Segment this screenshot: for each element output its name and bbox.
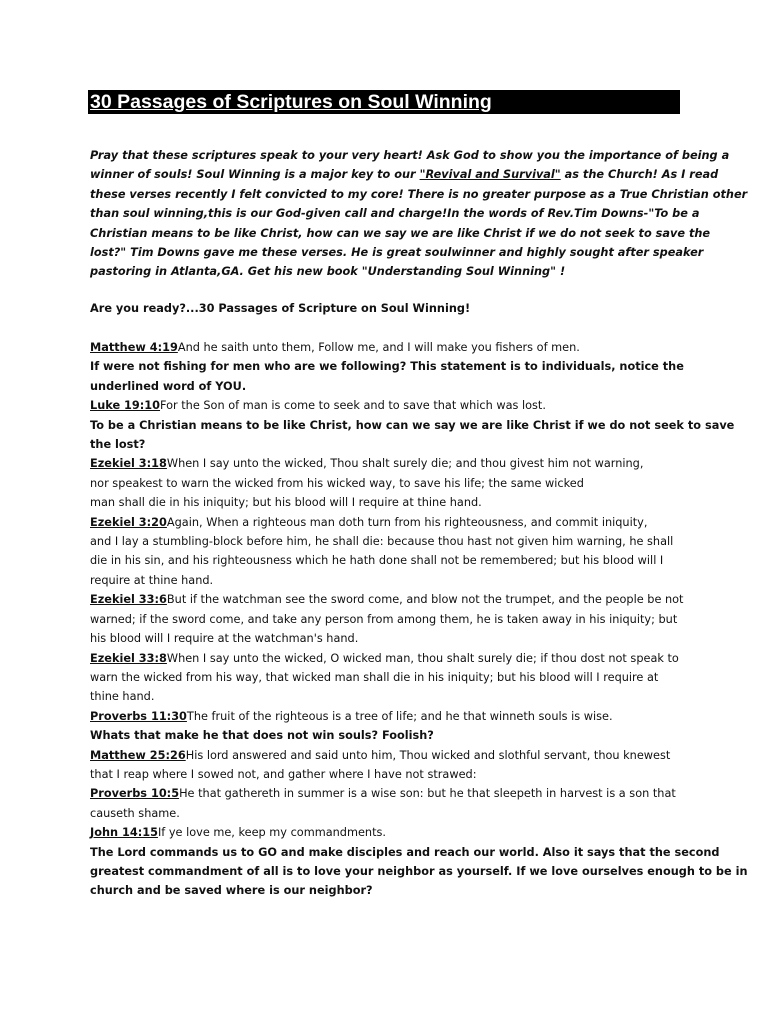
scripture-reference: Matthew 25:26 bbox=[90, 748, 186, 762]
scripture-text-line: causeth shame. bbox=[90, 806, 180, 820]
intro-line: than soul winning,this is our God-given call and charge!In the words of Rev.Tim Downs-"To be a bbox=[90, 207, 700, 221]
scripture-text: For the Son of man is come to seek and to save that which was lost. bbox=[160, 399, 546, 413]
page-title: 30 Passages of Scriptures on Soul Winning bbox=[90, 91, 492, 113]
scripture-reference: Ezekiel 33:8 bbox=[90, 651, 167, 665]
scripture-text-line: require at thine hand. bbox=[90, 573, 214, 587]
intro-line: lost?" Tim Downs gave me these verses. He is great soulwinner and highly sought after speaker bbox=[90, 246, 704, 260]
title-bar bbox=[88, 90, 680, 114]
scripture-reference: Ezekiel 33:6 bbox=[90, 593, 167, 607]
scripture-text: When I say unto the wicked, O wicked man, thou shalt surely die; if thou dost not speak to bbox=[166, 651, 679, 665]
passage-line bbox=[90, 823, 690, 842]
commentary-line: The Lord commands us to GO and make disciples and reach our world. Also it says that the second bbox=[90, 845, 720, 859]
intro-text: as the Church! As I read bbox=[560, 168, 719, 182]
commentary-line: To be a Christian means to be like Christ, how can we say we are like Christ if we do not seek to save bbox=[90, 418, 735, 432]
passage-line bbox=[90, 396, 690, 415]
scripture-text: Again, When a righteous man doth turn from his righteousness, and commit iniquity, bbox=[166, 515, 648, 529]
scripture-reference: Ezekiel 3:20 bbox=[90, 515, 167, 529]
scripture-text: But if the watchman see the sword come, and blow not the trumpet, and the people be not bbox=[166, 593, 684, 607]
scripture-text-line: that I reap where I sowed not, and gather where I have not strawed: bbox=[90, 767, 477, 781]
scripture-reference: Luke 19:10 bbox=[90, 399, 161, 413]
scripture-text-line: warn the wicked from his way, that wicked man shall die in his iniquity; but his blood will I require at bbox=[90, 670, 659, 684]
scripture-reference: Proverbs 11:30 bbox=[90, 709, 187, 723]
commentary-line: the lost? bbox=[90, 438, 146, 452]
scripture-text-line: nor speakest to warn the wicked from his wicked way, to save his life; the same wicked bbox=[90, 476, 584, 490]
intro-line bbox=[90, 165, 719, 184]
scripture-text-line: his blood will I require at the watchman's hand. bbox=[90, 632, 359, 646]
ready-heading: Are you ready?...30 Passages of Scripture on Soul Winning! bbox=[90, 302, 471, 315]
passage-line bbox=[90, 707, 690, 726]
scripture-text: If ye love me, keep my commandments. bbox=[157, 826, 386, 840]
passage-line bbox=[90, 784, 690, 803]
passage-line bbox=[90, 513, 690, 532]
passages-list bbox=[90, 338, 748, 901]
scripture-text: The fruit of the righteous is a tree of life; and he that winneth souls is wise. bbox=[186, 709, 613, 723]
scripture-reference: John 14:15 bbox=[90, 826, 158, 840]
scripture-text-line: and I lay a stumbling-block before him, he shall die: because thou hast not given him warning, he shall bbox=[90, 535, 674, 549]
revival-and-survival-phrase: "Revival and Survival" bbox=[419, 168, 561, 182]
commentary-line: If were not fishing for men who are we following? This statement is to individuals, notice the bbox=[90, 360, 684, 374]
commentary-line: greatest commandment of all is to love your neighbor as yourself. If we love ourselves enough to be in bbox=[90, 864, 748, 878]
scripture-text: When I say unto the wicked, Thou shalt surely die; and thou givest him not warning, bbox=[166, 457, 644, 471]
scripture-text-line: warned; if the sword come, and take any person from among them, he is taken away in his iniquity; but bbox=[90, 612, 678, 626]
commentary-line: underlined word of YOU. bbox=[90, 379, 247, 393]
scripture-reference: Matthew 4:19 bbox=[90, 341, 178, 354]
passage-line bbox=[90, 338, 690, 357]
scripture-text: He that gathereth in summer is a wise son: but he that sleepeth in harvest is a son that bbox=[179, 787, 676, 801]
scripture-text: And he saith unto them, Follow me, and I will make you fishers of men. bbox=[177, 341, 580, 354]
scripture-text-line: thine hand. bbox=[90, 690, 155, 704]
intro-line: Christian means to be like Christ, how can we say we are like Christ if we do not seek to save the bbox=[90, 226, 711, 240]
commentary-line: church and be saved where is our neighbor? bbox=[90, 884, 373, 898]
intro-text: winner of souls! Soul Winning is a major key to our bbox=[90, 168, 420, 182]
passage-line bbox=[90, 454, 690, 473]
intro-paragraph bbox=[90, 146, 748, 282]
passage-line bbox=[90, 590, 690, 609]
intro-line: these verses recently I felt convicted to my core! There is no greater purpose as a True Christian other bbox=[90, 187, 748, 201]
passage-line bbox=[90, 746, 690, 765]
scripture-text: His lord answered and said unto him, Thou wicked and slothful servant, thou knewest bbox=[185, 748, 671, 762]
intro-line: Pray that these scriptures speak to your very heart! Ask God to show you the importance of being a bbox=[90, 149, 730, 162]
passage-line bbox=[90, 649, 690, 668]
intro-line: pastoring in Atlanta,GA. Get his new book "Understanding Soul Winning" ! bbox=[90, 265, 566, 279]
commentary-line: Whats that make he that does not win souls? Foolish? bbox=[90, 729, 434, 743]
scripture-text-line: die in his sin, and his righteousness which he hath done shall not be remembered; but his blood will I bbox=[90, 554, 664, 568]
scripture-reference: Ezekiel 3:18 bbox=[90, 457, 167, 471]
scripture-reference: Proverbs 10:5 bbox=[90, 787, 180, 801]
scripture-text-line: man shall die in his iniquity; but his blood will I require at thine hand. bbox=[90, 496, 482, 510]
